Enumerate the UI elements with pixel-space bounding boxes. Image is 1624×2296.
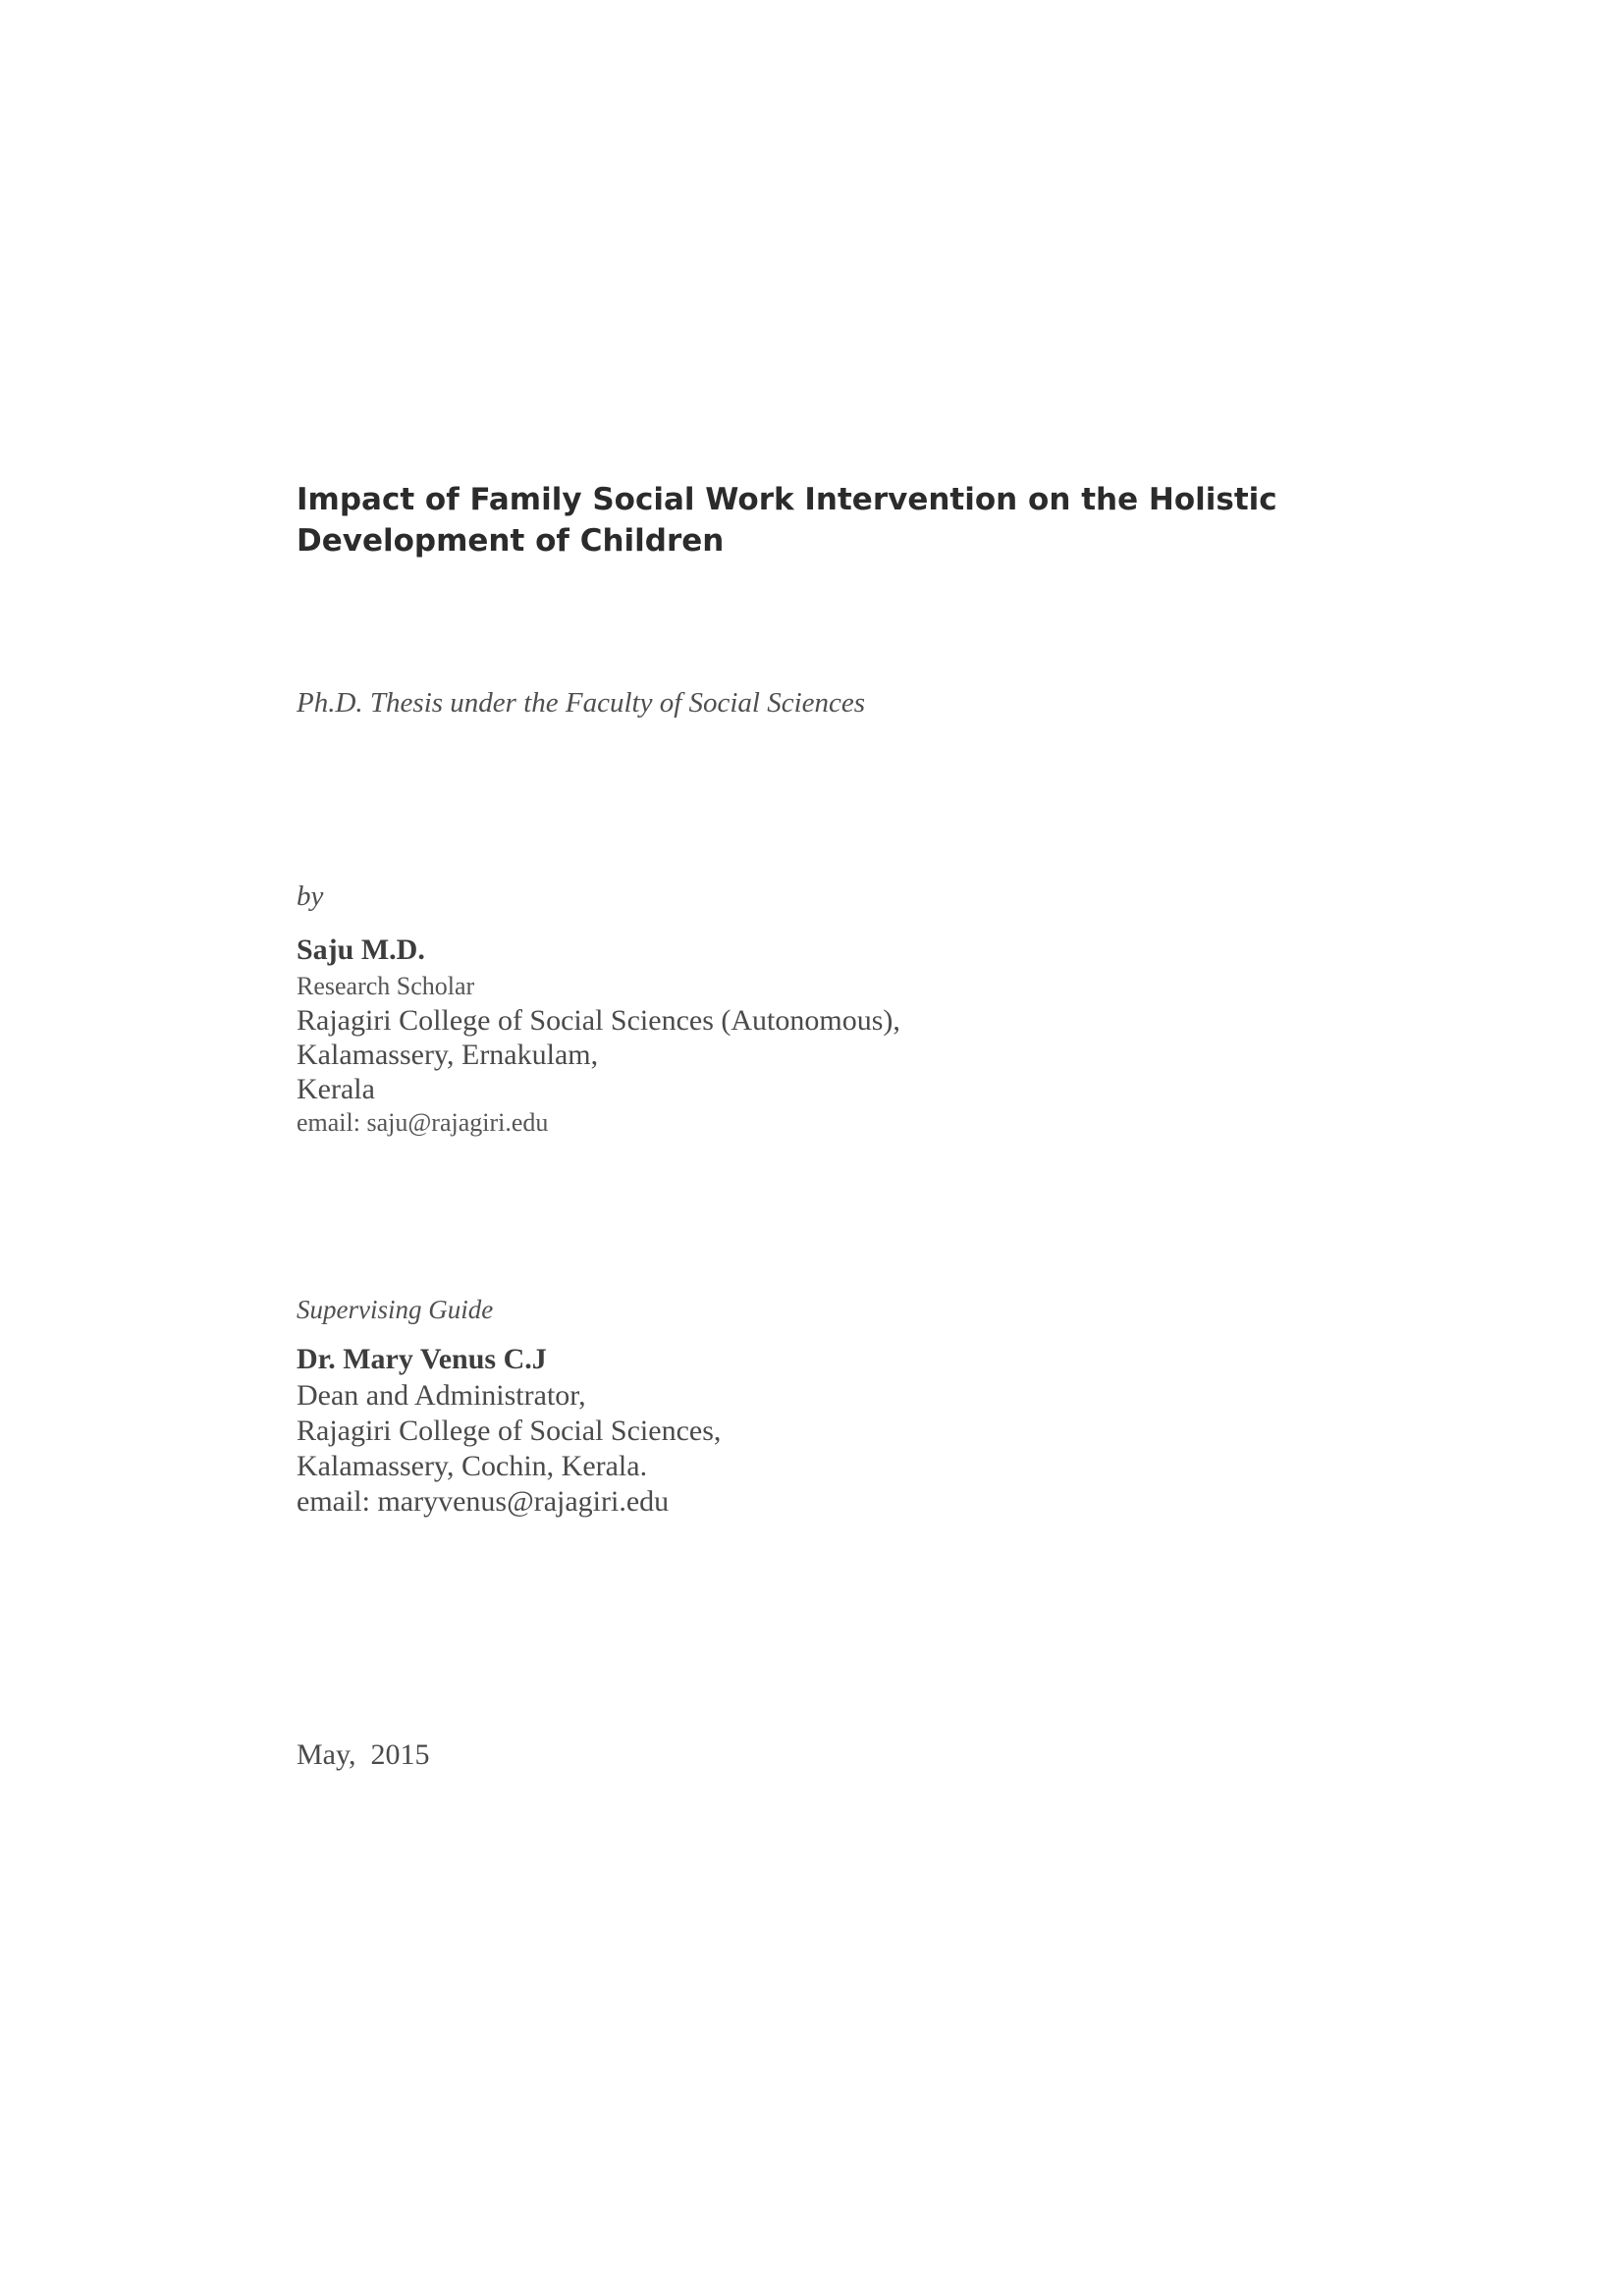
guide-institution: Rajagiri College of Social Sciences, <box>297 1415 722 1447</box>
guide-role: Dean and Administrator, <box>297 1379 586 1412</box>
author-role: Research Scholar <box>297 972 475 1000</box>
author-name: Saju M.D. <box>297 934 425 966</box>
submission-date: May, 2015 <box>297 1738 430 1771</box>
author-email: email: saju@rajagiri.edu <box>297 1108 549 1137</box>
guide-block <box>297 1341 721 1520</box>
guide-name: Dr. Mary Venus C.J <box>297 1343 547 1375</box>
guide-email: email: maryvenus@rajagiri.edu <box>297 1485 670 1518</box>
guide-label: Supervising Guide <box>297 1295 494 1324</box>
by-label: by <box>297 881 324 912</box>
author-block <box>297 931 900 1140</box>
author-location: Kalamassery, Ernakulam, <box>297 1039 599 1071</box>
author-institution: Rajagiri College of Social Sciences (Autonomous), <box>297 1004 900 1037</box>
thesis-title <box>297 479 1377 561</box>
guide-location: Kalamassery, Cochin, Kerala. <box>297 1450 648 1482</box>
author-state: Kerala <box>297 1073 375 1105</box>
thesis-title-line-2: Development of Children <box>297 523 725 559</box>
thesis-subtitle: Ph.D. Thesis under the Faculty of Social Sciences <box>297 687 866 719</box>
thesis-title-line-1: Impact of Family Social Work Intervention on the Holistic <box>297 482 1277 517</box>
